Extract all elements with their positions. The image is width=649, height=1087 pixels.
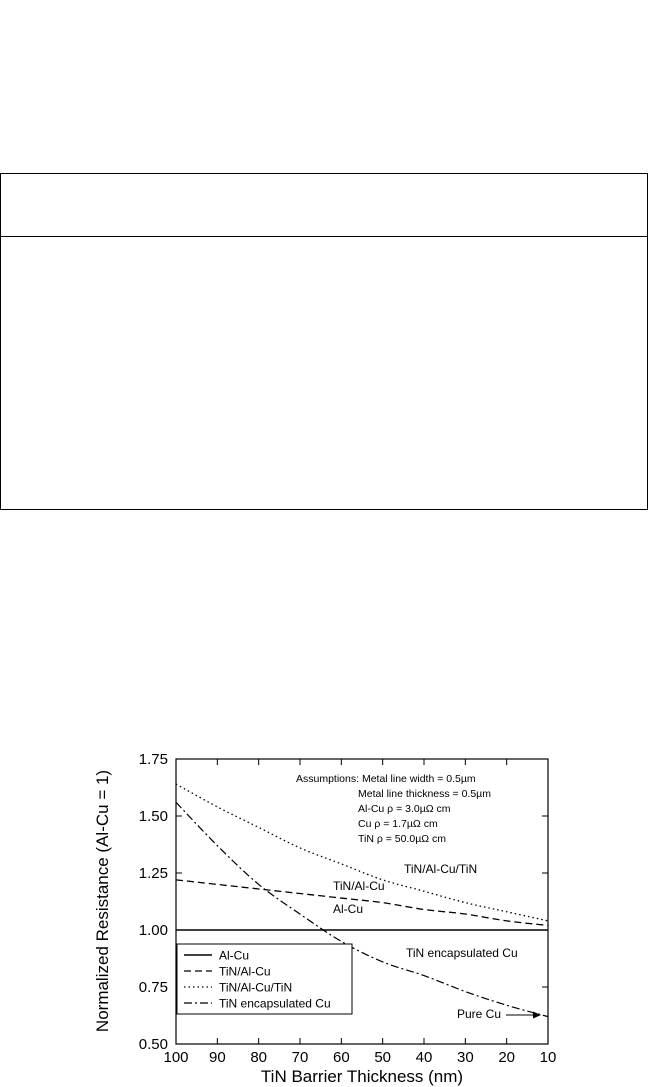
x-tick-label-40: 40: [415, 1049, 433, 1066]
pure-cu-arrow-head: [533, 1012, 541, 1019]
assumption-line-3: Al-Cu ρ = 3.0µΩ cm: [358, 803, 451, 815]
y-tick-label-0.75: 0.75: [138, 979, 168, 996]
x-tick-label-50: 50: [374, 1049, 392, 1066]
curve-label-al-cu: Al-Cu: [333, 902, 364, 916]
assumption-line-5: TiN ρ = 50.0µΩ cm: [358, 833, 447, 845]
pure-cu-label: Pure Cu: [457, 1007, 502, 1021]
y-axis-label: Normalized Resistance (Al-Cu = 1): [93, 769, 112, 1033]
assumption-line-4: Cu ρ = 1.7µΩ cm: [358, 818, 438, 830]
legend-label-tin-al-cu: TiN/Al-Cu: [219, 964, 271, 979]
legend-label-al-cu: Al-Cu: [219, 948, 250, 963]
y-tick-label-1.75: 1.75: [138, 751, 168, 768]
x-tick-label-10: 10: [539, 1049, 557, 1066]
curve-label-tin-al-cu-tin: TiN/Al-Cu/TiN: [404, 862, 478, 876]
curve-label-tin-encapsulated-cu: TiN encapsulated Cu: [406, 946, 518, 960]
y-tick-label-1.25: 1.25: [138, 865, 168, 882]
legend: [177, 944, 352, 1014]
x-tick-label-60: 60: [332, 1049, 350, 1066]
x-tick-label-80: 80: [250, 1049, 268, 1066]
x-tick-label-100: 100: [163, 1049, 189, 1066]
legend-label-tin-al-cu-tin: TiN/Al-Cu/TiN: [219, 980, 293, 995]
curve-label-tin-al-cu: TiN/Al-Cu: [333, 879, 385, 893]
x-tick-label-90: 90: [208, 1049, 226, 1066]
y-tick-label-1.00: 1.00: [138, 922, 168, 939]
assumption-line-1: Assumptions: Metal line width = 0.5µm: [296, 773, 476, 785]
y-tick-label-0.50: 0.50: [138, 1036, 168, 1053]
assumptions-block: [296, 773, 491, 845]
assumption-line-2: Metal line thickness = 0.5µm: [358, 788, 491, 800]
x-axis-label: TiN Barrier Thickness (nm): [260, 1067, 464, 1086]
legend-label-tin-encapsulated-cu: TiN encapsulated Cu: [219, 996, 331, 1011]
y-tick-label-1.50: 1.50: [138, 808, 168, 825]
pure-cu-annotation: [457, 1007, 541, 1021]
x-tick-label-70: 70: [291, 1049, 309, 1066]
x-tick-label-20: 20: [498, 1049, 516, 1066]
x-tick-label-30: 30: [456, 1049, 474, 1066]
